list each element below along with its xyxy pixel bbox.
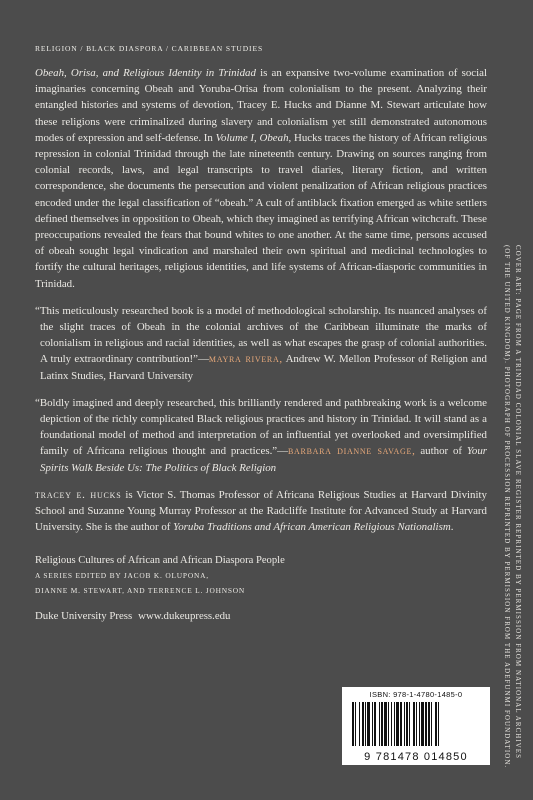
endorsement-2: “Boldly imagined and deeply researched, this brilliantly rendered and pathbreaking work is a welcome depiction of the richly complicated Black religious practices and history in Trinidad. It will stand as a foundational model of method and interpretation of an influential yet overlooked and oversimplified family of Africana religious thought and practices.”—barbara dianne savage, author of Your Spirits Walk Beside Us: The Politics of Black Religion	[35, 396, 487, 474]
isbn-barcode	[342, 687, 490, 765]
book-title: Obeah, Orisa, and Religious Identity in Trinidad	[35, 67, 256, 79]
series-editors-2: DIANNE M. STEWART, AND TERRENCE L. JOHNSON	[35, 586, 246, 596]
barcode-icon	[352, 702, 480, 746]
category-line: RELIGION / BLACK DIASPORA / CARIBBEAN STUDIES	[35, 44, 264, 53]
book-description: Obeah, Orisa, and Religious Identity in Trinidad is an expansive two-volume examination of social imaginaries concerning Obeah and Yoruba-Orisa from colonialism to the present. Analyzing their entangled histories and systems of devotion, Tracey E. Hucks and Dianne M. Stewart articulate how these religions were criminalized during slavery and colonialism yet still demonstrated autonomous modes of expression and self-defense. In Volume I, Obeah, Hucks traces the history of African religious repression in colonial Trinidad through the late nineteenth century. Drawing on sources ranging from colonial records, laws, and legal transcripts to travel diaries, literary fiction, and written correspondence, she documents the persecution and violent penalization of African religious practices encoded under the legal classification of “obeah.” A cult of antiblack fixation emerged as white settlers defined themselves in opposition to Obeah, which they imagined as terrifying African witchcraft. These preoccupations revealed the fears that bound whites to one another. At the same time, persons accused of obeah sought legal vindication and marshaled their own spiritual and medicinal technologies to fortify the cultural heritages, religious identities, and life systems of African-diasporic communities in Trinidad.	[35, 67, 488, 290]
isbn-text: ISBN: 978-1-4780-1485-0	[369, 690, 463, 699]
series-info	[35, 553, 487, 598]
endorser-name: barbara dianne savage,	[288, 445, 416, 458]
back-cover-text	[35, 44, 487, 622]
volume-title: Volume I, Obeah	[215, 131, 289, 144]
cover-art-credit: COVER ART: PAGE FROM A TRINIDAD COLONIAL SLAVE REGISTER REPRINTED BY PERMISSION FROM NATIONAL ARCHIVES (OF THE UNITED KINGDOM). PHOTOGRAPH OF PROCESSION REPRINTED BY PERMISSION FROM THE ADEFUNMI FOUNDATION.	[503, 245, 521, 769]
author-bio: tracey e. hucks is Victor S. Thomas Professor of Africana Religious Studies at Harvard Divinity School and Suzanne Young Murray Professor at the Radcliffe Institute for Advanced Study at Harvard University. She is the author of Yoruba Traditions and African American Religious Nationalism.	[35, 488, 487, 534]
publisher-line	[35, 610, 487, 622]
barcode-number: 9 781478 014850	[364, 751, 468, 763]
series-title: Religious Cultures of African and African Diaspora People	[35, 555, 285, 567]
author-name: tracey e. hucks	[35, 488, 122, 501]
endorsement-1: “This meticulously researched book is a model of methodological scholarship. Its nuanced analyses of the slight traces of Obeah in the colonial archives of the Caribbean illuminate the marks of colonialism in religious and racial identities, as well as what escapes the grasp of colonial authorities. A truly extraordinary contribution!”—mayra rivera, Andrew W. Mellon Professor of Religion and Latinx Studies, Harvard University	[35, 304, 487, 382]
publisher-name: Duke University Press	[35, 610, 133, 623]
publisher-url: www.dukeupress.edu	[138, 610, 231, 623]
series-editors-1: A SERIES EDITED BY JACOB K. OLUPONA,	[35, 571, 209, 581]
endorser-name: mayra rivera,	[208, 353, 283, 366]
